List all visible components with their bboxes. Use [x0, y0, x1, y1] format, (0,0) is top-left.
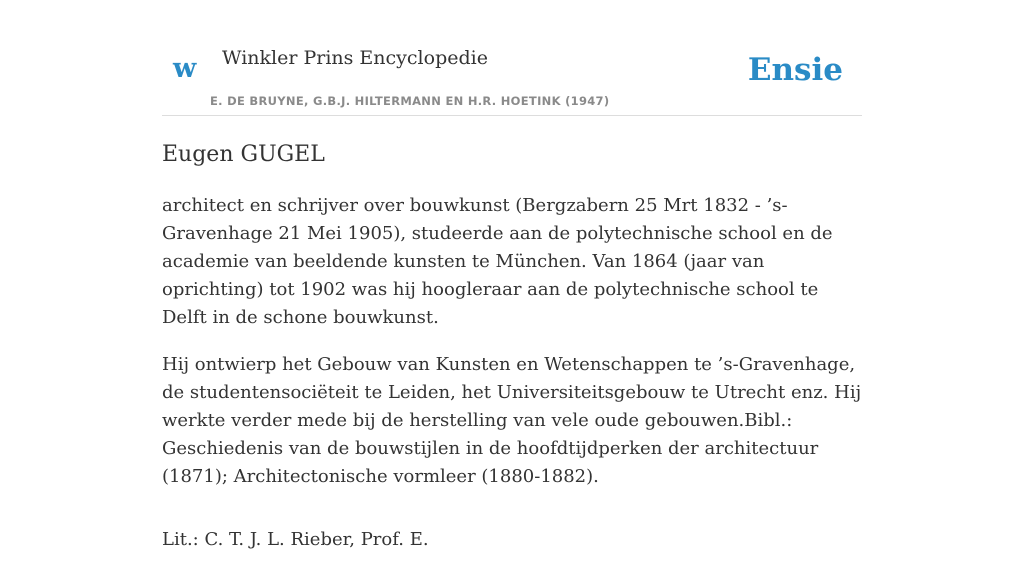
ensie-logo-link[interactable]: Ensie — [747, 52, 843, 88]
article-title: Eugen GUGEL — [162, 142, 325, 167]
source-header — [162, 0, 862, 116]
article-body — [162, 192, 862, 573]
article-paragraph: Hij ontwierp het Gebouw van Kunsten en Wetenschappen te ’s-Gravenhage, de studentensociëteit te Leiden, het Universiteitsgebouw te Utrecht enz. Hij werkte verder mede bij de herstelling van vele oude gebouwen.Bibl.: Geschiedenis van de bouwstijlen in de hoofdtijdperken der architectuur (1871); Architectonische vormleer (1880-1882). — [162, 354, 862, 487]
source-authors: E. DE BRUYNE, G.B.J. HILTERMANN EN H.R. HOETINK (1947) — [210, 94, 610, 108]
source-title-link[interactable]: Winkler Prins Encyclopedie — [222, 47, 488, 69]
page — [162, 0, 862, 550]
article-paragraph: architect en schrijver over bouwkunst (Bergzabern 25 Mrt 1832 - ’s-Gravenhage 21 Mei 1905), studeerde aan de polytechnische school en de academie van beeldende kunsten te München. Van 1864 (jaar van oprichting) tot 1902 was hij hoogleraar aan de polytechnische school te Delft in de schone bouwkunst. — [162, 195, 833, 328]
literature-paragraph: Lit.: C. T. J. L. Rieber, Prof. E. — [162, 529, 429, 550]
source-logo[interactable]: w — [173, 53, 197, 84]
